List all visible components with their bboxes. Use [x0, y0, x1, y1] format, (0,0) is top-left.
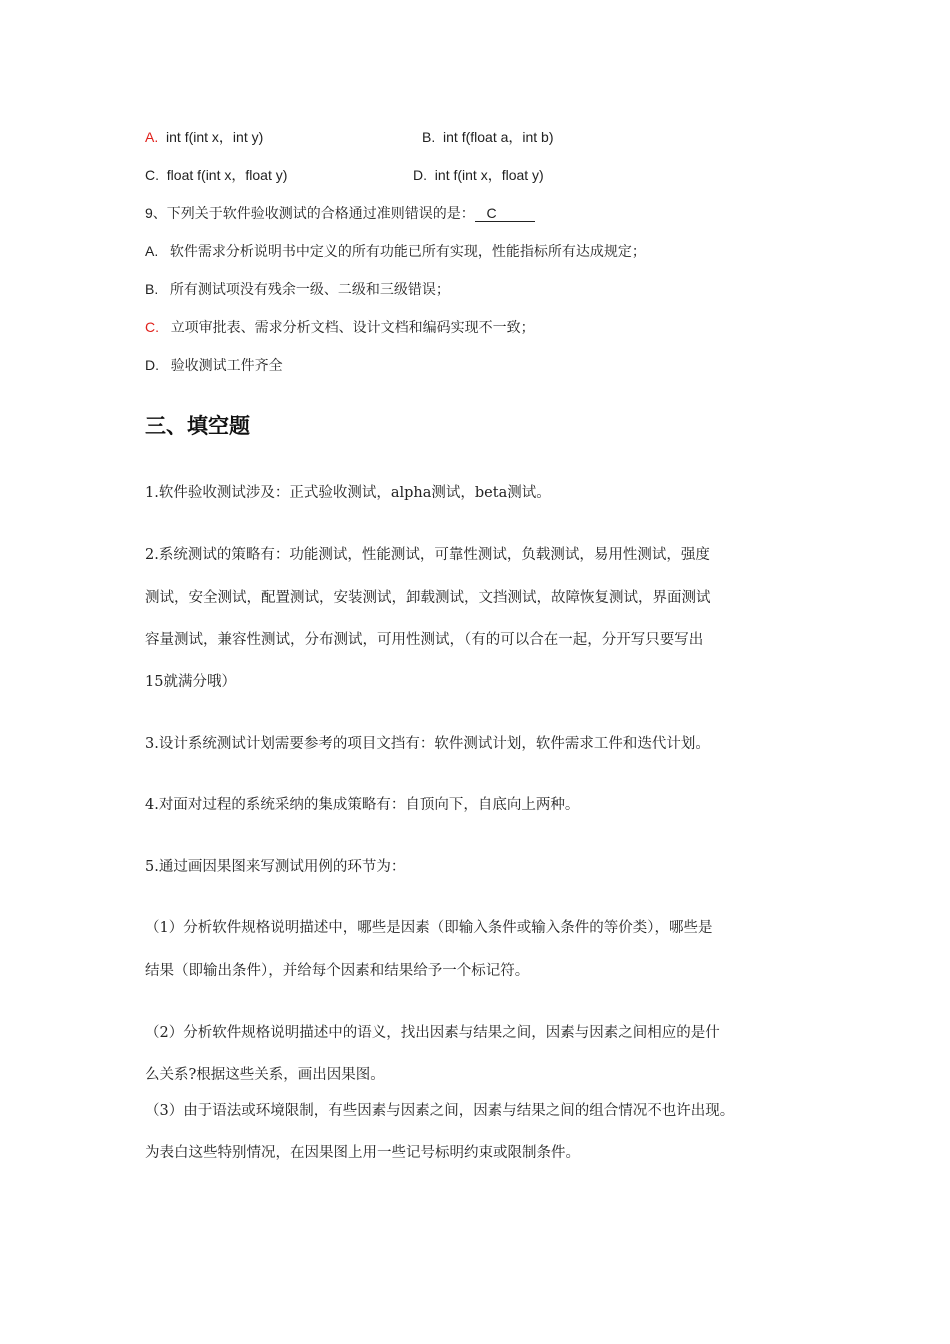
- paragraph-4: 4.对面对过程的系统采纳的集成策略有：自顶向下，自底向上两种。: [145, 797, 580, 813]
- option-sep: .: [423, 167, 428, 183]
- answer-value: C: [486, 205, 497, 221]
- option-text: 所有测试项没有残余一级、二级和三级错误；: [169, 281, 450, 297]
- q9-option-a: [145, 241, 646, 261]
- answer-blank: [475, 205, 535, 222]
- q9-option-d: [145, 355, 283, 375]
- option-a-q8: [145, 127, 263, 147]
- paragraph-2-line-3: 容量测试，兼容性测试，分布测试，可用性测试，（有的可以合在一起，分开写只要写出: [145, 632, 704, 648]
- option-letter: A: [145, 243, 155, 259]
- section-heading: 三、填空题: [145, 414, 250, 438]
- paragraph-5: 5.通过画因果图来写测试用例的环节为：: [145, 859, 406, 875]
- paragraph-2-line-2: 测试，安全测试，配置测试，安装测试，卸载测试，文挡测试，故障恢复测试，界面测试: [145, 590, 711, 606]
- option-letter: B: [422, 129, 432, 145]
- q9-option-c: [145, 317, 535, 337]
- option-text: float f(int x，float y): [166, 167, 288, 183]
- option-text: 立项审批表、需求分析文档、设计文档和编码实现不一致；: [170, 319, 535, 335]
- option-sep: .: [154, 129, 159, 145]
- option-text: int f(int x，int y): [166, 129, 264, 145]
- option-text: 验收测试工件齐全: [170, 357, 283, 373]
- step-3-line-1: （3）由于语法或环境限制，有些因素与因素之间，因素与结果之间的组合情况不也许出现。: [145, 1103, 735, 1119]
- step-3-line-2: 为表白这些特别情况，在因果图上用一些记号标明约束或限制条件。: [145, 1145, 580, 1161]
- option-c-q8: [145, 165, 287, 185]
- paragraph-3: 3.设计系统测试计划需要参考的项目文挡有：软件测试计划，软件需求工件和迭代计划。: [145, 736, 710, 752]
- option-sep: .: [155, 319, 160, 335]
- option-sep: .: [155, 357, 160, 373]
- paragraph-1: 1.软件验收测试涉及：正式验收测试，alpha测试，beta测试。: [145, 485, 551, 501]
- option-text: int f(int x，float y): [434, 167, 544, 183]
- option-text: 软件需求分析说明书中定义的所有功能已所有实现，性能指标所有达成规定；: [169, 243, 646, 259]
- step-1-line-1: （1）分析软件规格说明描述中，哪些是因素（即输入条件或输入条件的等价类），哪些是: [145, 920, 713, 936]
- option-text: int f(float a，int b): [443, 129, 554, 145]
- option-letter: C: [145, 167, 156, 183]
- option-letter: D: [145, 357, 156, 373]
- option-letter: A: [145, 129, 155, 145]
- option-sep: .: [431, 129, 436, 145]
- option-b-q8: [422, 127, 554, 147]
- option-letter: D: [413, 167, 424, 183]
- step-2-line-2: 么关系?根据这些关系，画出因果图。: [145, 1067, 385, 1083]
- option-sep: .: [154, 243, 159, 259]
- option-d-q8: [413, 165, 544, 185]
- option-sep: .: [154, 281, 159, 297]
- question-text: 9、下列关于软件验收测试的合格通过准则错误的是：: [145, 205, 475, 221]
- step-1-line-2: 结果（即输出条件），并给每个因素和结果给予一个标记符。: [145, 963, 530, 979]
- option-sep: .: [155, 167, 160, 183]
- option-letter: B: [145, 281, 155, 297]
- question-9: [145, 203, 535, 223]
- option-letter: C: [145, 319, 156, 335]
- paragraph-2-line-1: 2.系统测试的策略有：功能测试，性能测试，可靠性测试，负载测试，易用性测试，强度: [145, 547, 710, 563]
- q9-option-b: [145, 279, 450, 299]
- paragraph-2-line-4: 15就满分哦）: [145, 674, 236, 690]
- step-2-line-1: （2）分析软件规格说明描述中的语义，找出因素与结果之间，因素与因素之间相应的是什: [145, 1025, 720, 1041]
